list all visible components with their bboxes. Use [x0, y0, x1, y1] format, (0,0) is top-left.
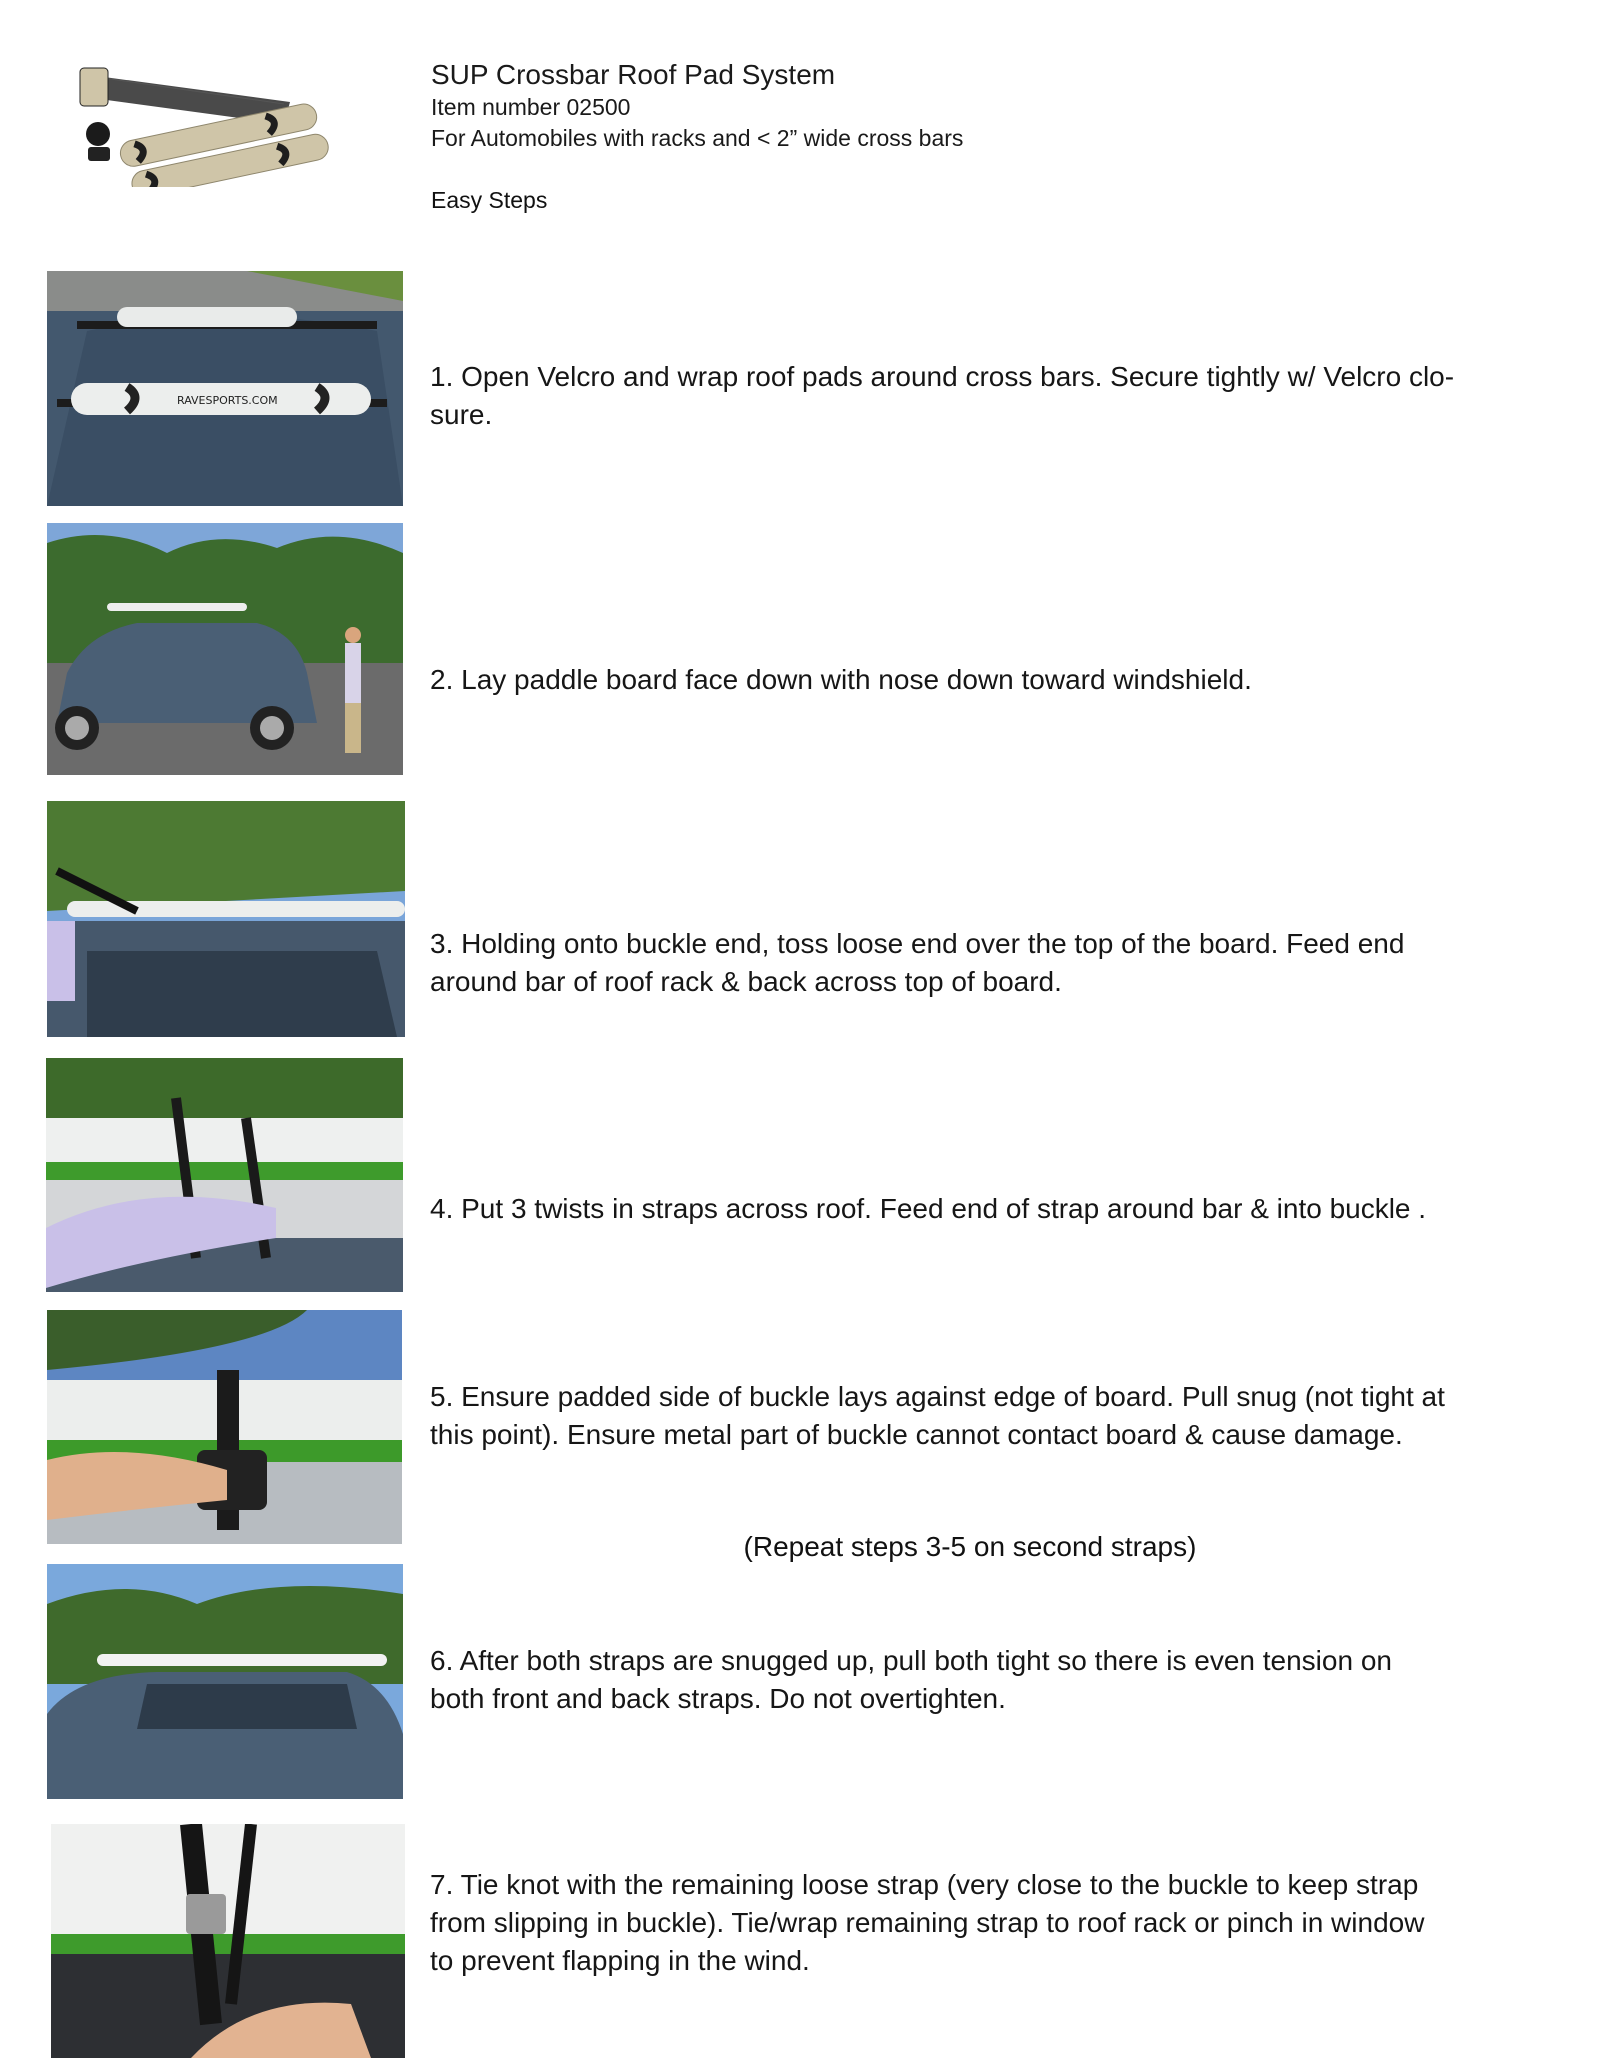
step-1-line: 1. Open Velcro and wrap roof pads around cross bars. Secure tightly w/ Velcro clo- sure.	[430, 361, 1455, 430]
step-4-photo	[46, 1058, 403, 1292]
knot-tie-closeup-photo-icon	[51, 1824, 405, 2058]
header-block	[431, 58, 963, 216]
step-2-text	[430, 661, 1510, 699]
section-label: Easy Steps	[431, 187, 548, 213]
buckle-padded-side-photo-icon	[47, 1310, 402, 1544]
step-2-line: 2. Lay paddle board face down with nose down toward windshield.	[430, 664, 1252, 695]
roof-pads-on-crossbars-photo-icon	[47, 271, 403, 506]
step-6-photo	[47, 1564, 403, 1799]
step-4-line: 4. Put 3 twists in straps across roof. Feed end of strap around bar & into buckle .	[430, 1193, 1427, 1224]
step-3-photo	[47, 801, 405, 1037]
roof-pad-product-icon	[70, 62, 340, 187]
step-5-text	[430, 1378, 1510, 1454]
pad-logo-text: RAVESPORTS.COM	[177, 394, 278, 407]
step-6-text	[430, 1642, 1510, 1718]
step-1-text	[430, 358, 1510, 434]
strap-toss-photo-icon	[47, 801, 405, 1037]
product-image	[70, 62, 340, 187]
repeat-note: (Repeat steps 3-5 on second straps)	[743, 1531, 1197, 1562]
step-7-line: 7. Tie knot with the remaining loose strap (very close to the buckle to keep strap from slipping in buckle). Tie/wrap remaining strap to roof rack or pinch in window to prevent flapping in the wind.	[430, 1869, 1425, 1976]
document-title: SUP Crossbar Roof Pad System	[431, 59, 836, 90]
step-7-text	[430, 1866, 1510, 1980]
item-number: Item number 02500	[431, 94, 631, 120]
strap-twist-photo-icon	[46, 1058, 403, 1292]
step-1-photo	[47, 271, 403, 506]
step-5-photo	[47, 1310, 402, 1544]
step-5-line: 5. Ensure padded side of buckle lays against edge of board. Pull snug (not tight at this point). Ensure metal part of buckle cannot contact board & cause damage.	[430, 1381, 1445, 1450]
step-6-line: 6. After both straps are snugged up, pull both tight so there is even tension on both front and back straps. Do not overtighten.	[430, 1645, 1392, 1714]
fit-note: For Automobiles with racks and < 2” wide cross bars	[431, 125, 964, 151]
step-7-photo	[51, 1824, 405, 2058]
strapped-board-side-view-photo-icon	[47, 1564, 403, 1799]
board-loading-side-view-photo-icon	[47, 523, 403, 775]
step-3-line: 3. Holding onto buckle end, toss loose end over the top of the board. Feed end around bar of roof rack & back across top of board.	[430, 928, 1405, 997]
step-4-text	[430, 1190, 1510, 1228]
step-2-photo	[47, 523, 403, 775]
step-3-text	[430, 925, 1510, 1001]
